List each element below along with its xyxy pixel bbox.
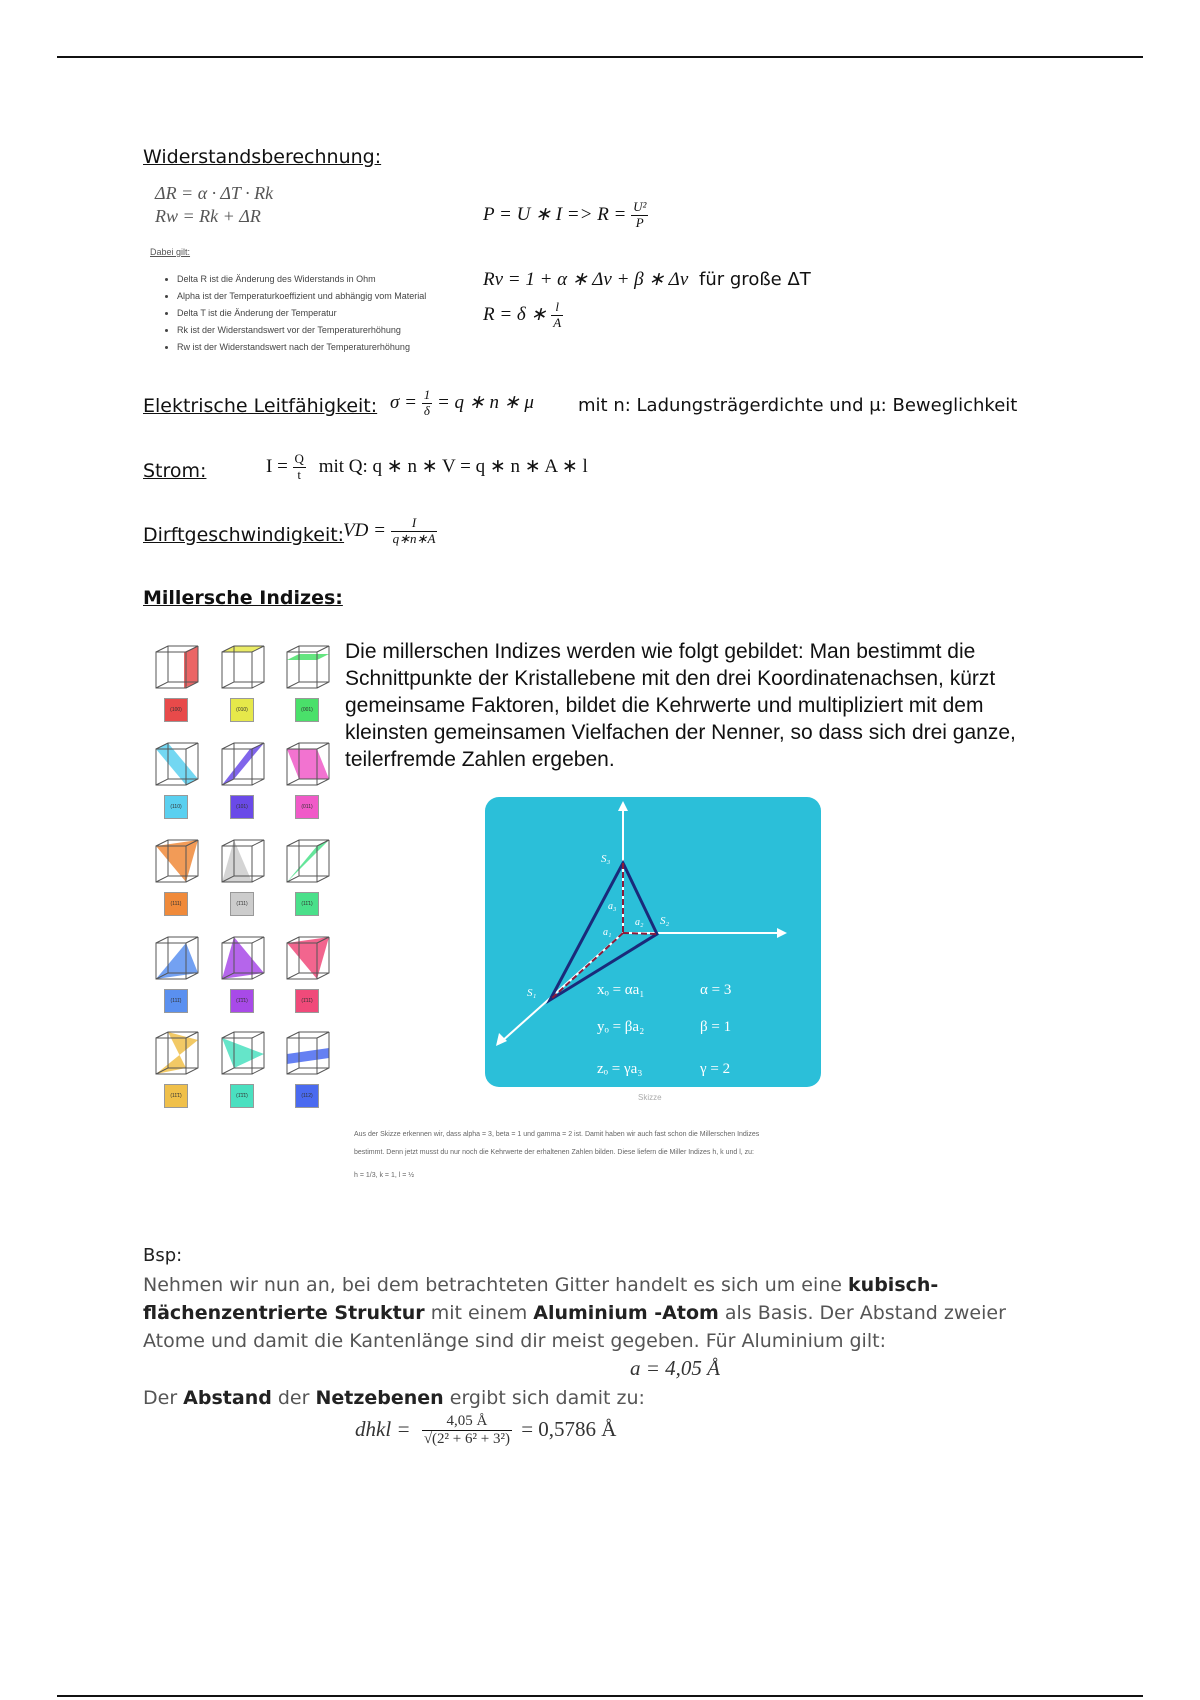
miller-index-tag: (111̄) <box>164 989 188 1013</box>
conductivity-description: mit n: Ladungsträgerdichte und μ: Beweglichkeit <box>578 395 1018 416</box>
miller-index-tag: (1̄1̄1̄) <box>230 1084 254 1108</box>
conductivity-den: δ <box>423 402 430 418</box>
distance-formula <box>355 1413 616 1449</box>
r-fraction <box>551 300 563 331</box>
current-description: mit Q: q ∗ n ∗ V = q ∗ n ∗ A ∗ l <box>318 455 588 477</box>
r-formula <box>483 300 563 331</box>
miller-cube-icon <box>212 638 268 694</box>
power-num: U² <box>633 199 647 214</box>
aluminium-lattice-constant: a = 4,05 Å <box>630 1356 720 1380</box>
distance-num: 4,05 Å <box>422 1413 512 1431</box>
conductivity-formula <box>390 388 534 419</box>
value-alpha: α = 3 <box>700 982 732 998</box>
resistance-formula-2: Rw = Rk + ΔR <box>155 206 261 226</box>
bullet-item: • Rw ist der Widerstandswert nach der Temperaturerhöhung <box>177 339 426 356</box>
miller-cube-icon <box>277 832 333 888</box>
distance-fraction <box>422 1413 512 1449</box>
miller-index-tag: (1̄11) <box>230 892 254 916</box>
drift-den: q∗n∗A <box>392 530 436 546</box>
miller-cube-icon <box>277 1024 333 1080</box>
example-text-3: als Basis. Der Abstand zweier Atome und damit die Kantenlänge sind dir meist gegeben. Für Aluminium gilt: <box>143 1302 1006 1352</box>
miller-caption-3: h = 1/3, k = 1, l = ½ <box>354 1172 415 1179</box>
miller-index-tag: (010) <box>230 698 254 722</box>
value-beta: β = 1 <box>700 1019 732 1035</box>
distance-bold-2: Netzebenen <box>315 1387 444 1409</box>
miller-cube-icon <box>146 1024 202 1080</box>
miller-cube-icon <box>146 929 202 985</box>
conductivity-heading: Elektrische Leitfähigkeit: <box>143 395 378 417</box>
label-a2: a₂ <box>635 917 644 928</box>
drift-num: I <box>391 516 438 532</box>
current-num: Q <box>294 451 304 466</box>
power-fraction <box>631 200 648 231</box>
miller-heading: Millersche Indizes: <box>143 587 343 609</box>
distance-text-3: ergibt sich damit zu: <box>443 1387 645 1409</box>
miller-cube-icon <box>277 735 333 791</box>
example-bold-structure: kubisch-flächenzentrierte Struktur <box>143 1274 939 1324</box>
miller-cube-icon <box>146 638 202 694</box>
miller-index-tag: (1̄11̄) <box>295 989 319 1013</box>
current-formula <box>266 452 588 483</box>
example-label: Bsp: <box>143 1245 183 1266</box>
label-s3: S₃ <box>601 853 611 865</box>
conductivity-fraction <box>422 388 433 419</box>
distance-result: = 0,5786 Å <box>521 1416 617 1441</box>
r-num: l <box>551 300 563 316</box>
power-den: P <box>635 214 644 230</box>
miller-cube-icon <box>146 735 202 791</box>
value-gamma: γ = 2 <box>700 1061 731 1077</box>
miller-cube-icon <box>212 832 268 888</box>
current-den: t <box>297 466 302 482</box>
miller-paragraph: Die millerschen Indizes werden wie folgt gebildet: Man bestimmt die Schnittpunkte der Kristallebene mit den drei Koordinatenachsen, kürzt gemeinsame Faktoren, bildet die Kehrwerte und multipliziert mit dem kleinsten gemeinsamen Vielfachen der Nenner, so dass sich drei ganze, teilerfremde Zahlen ergeben. <box>345 640 1016 771</box>
label-s2: S₂ <box>660 915 670 927</box>
miller-index-tag: (001) <box>295 698 319 722</box>
miller-caption-2: bestimmt. Denn jetzt musst du nur noch die Kehrwerte der erhaltenen Zahlen bilden. Diese liefern die Miller Indizes h, k und l, zu: <box>354 1149 754 1156</box>
miller-index-tag: (1̄1̄1) <box>230 989 254 1013</box>
miller-cube-icon <box>277 929 333 985</box>
equation-x: xₒ = αa₁ <box>597 982 645 998</box>
miller-cube-icon <box>212 735 268 791</box>
top-rule <box>57 56 1143 58</box>
miller-index-tag: (101) <box>230 795 254 819</box>
distance-text-2: der <box>271 1387 316 1409</box>
miller-index-tag: (111) <box>164 892 188 916</box>
resistance-heading: Widerstandsberechnung: <box>143 146 382 168</box>
power-formula-left: P = U ∗ I => R = <box>483 203 627 225</box>
miller-axes-svg <box>485 797 821 1087</box>
r-formula-left: R = δ ∗ <box>483 303 547 325</box>
conductivity-num: 1 <box>423 387 431 402</box>
bottom-rule <box>57 1695 1143 1697</box>
current-left: I = <box>266 455 288 477</box>
distance-den: √(2² + 6² + 3²) <box>423 1431 510 1448</box>
miller-cube-icon <box>212 929 268 985</box>
equation-z: zₒ = γa₃ <box>597 1061 643 1077</box>
label-a3: a₃ <box>608 901 617 912</box>
distance-bold-1: Abstand <box>183 1387 272 1409</box>
miller-cube-icon <box>146 832 202 888</box>
miller-index-tag: (11̄1) <box>295 892 319 916</box>
example-bold-atom: Aluminium -Atom <box>533 1302 719 1324</box>
label-a1: a₁ <box>603 927 612 938</box>
equation-y: yₒ = βa₂ <box>597 1019 645 1035</box>
example-text-2: mit einem <box>424 1302 534 1324</box>
bullet-item: • Delta T ist die Änderung der Temperatur <box>177 305 426 322</box>
bullet-item: • Rk ist der Widerstandswert vor der Temperaturerhöhung <box>177 322 426 339</box>
conductivity-right: = q ∗ n ∗ μ <box>436 391 534 413</box>
power-formula <box>483 200 648 231</box>
rv-formula-text: Rv = 1 + α ∗ Δv + β ∗ Δv <box>483 269 689 290</box>
miller-cube-icon <box>212 1024 268 1080</box>
miller-index-tag: (100) <box>164 698 188 722</box>
miller-caption-1: Aus der Skizze erkennen wir, dass alpha = 3, beta = 1 und gamma = 2 ist. Damit haben wir auch fast schon die Millerschen Indizes <box>354 1131 760 1138</box>
bullet-item: • Alpha ist der Temperaturkoeffizient und abhängig vom Material <box>177 288 426 305</box>
rv-formula <box>483 268 811 291</box>
current-heading: Strom: <box>143 460 207 482</box>
bullet-item: • Delta R ist die Änderung des Widerstands in Ohm <box>177 271 426 288</box>
example-paragraph <box>143 1271 1063 1355</box>
drift-formula <box>343 516 437 547</box>
current-fraction <box>293 452 306 483</box>
resistance-bullets <box>163 271 426 356</box>
miller-diagram <box>485 797 821 1087</box>
example-text-1: Nehmen wir nun an, bei dem betrachteten Gitter handelt es sich um eine <box>143 1274 849 1296</box>
miller-index-tag: (011) <box>295 795 319 819</box>
miller-index-tag: (110) <box>164 795 188 819</box>
distance-intro <box>143 1384 645 1412</box>
drift-fraction <box>391 516 438 547</box>
distance-text-1: Der <box>143 1387 184 1409</box>
conductivity-left: σ = <box>390 391 417 413</box>
miller-index-tag: (11̄1̄) <box>164 1084 188 1108</box>
drift-heading: Dirftgeschwindigkeit: <box>143 524 345 546</box>
drift-left: VD = <box>343 519 386 541</box>
distance-left: dhkl = <box>355 1416 411 1441</box>
miller-cube-icon <box>277 638 333 694</box>
label-s1: S₁ <box>527 987 537 999</box>
rv-suffix: für große ΔT <box>699 269 811 290</box>
diagram-caption: Skizze <box>638 1093 662 1102</box>
dabei-label: Dabei gilt: <box>150 247 191 257</box>
resistance-formula-1: ΔR = α · ΔT · Rk <box>155 183 274 203</box>
r-den: A <box>553 314 562 330</box>
miller-index-tag: (112) <box>295 1084 319 1108</box>
